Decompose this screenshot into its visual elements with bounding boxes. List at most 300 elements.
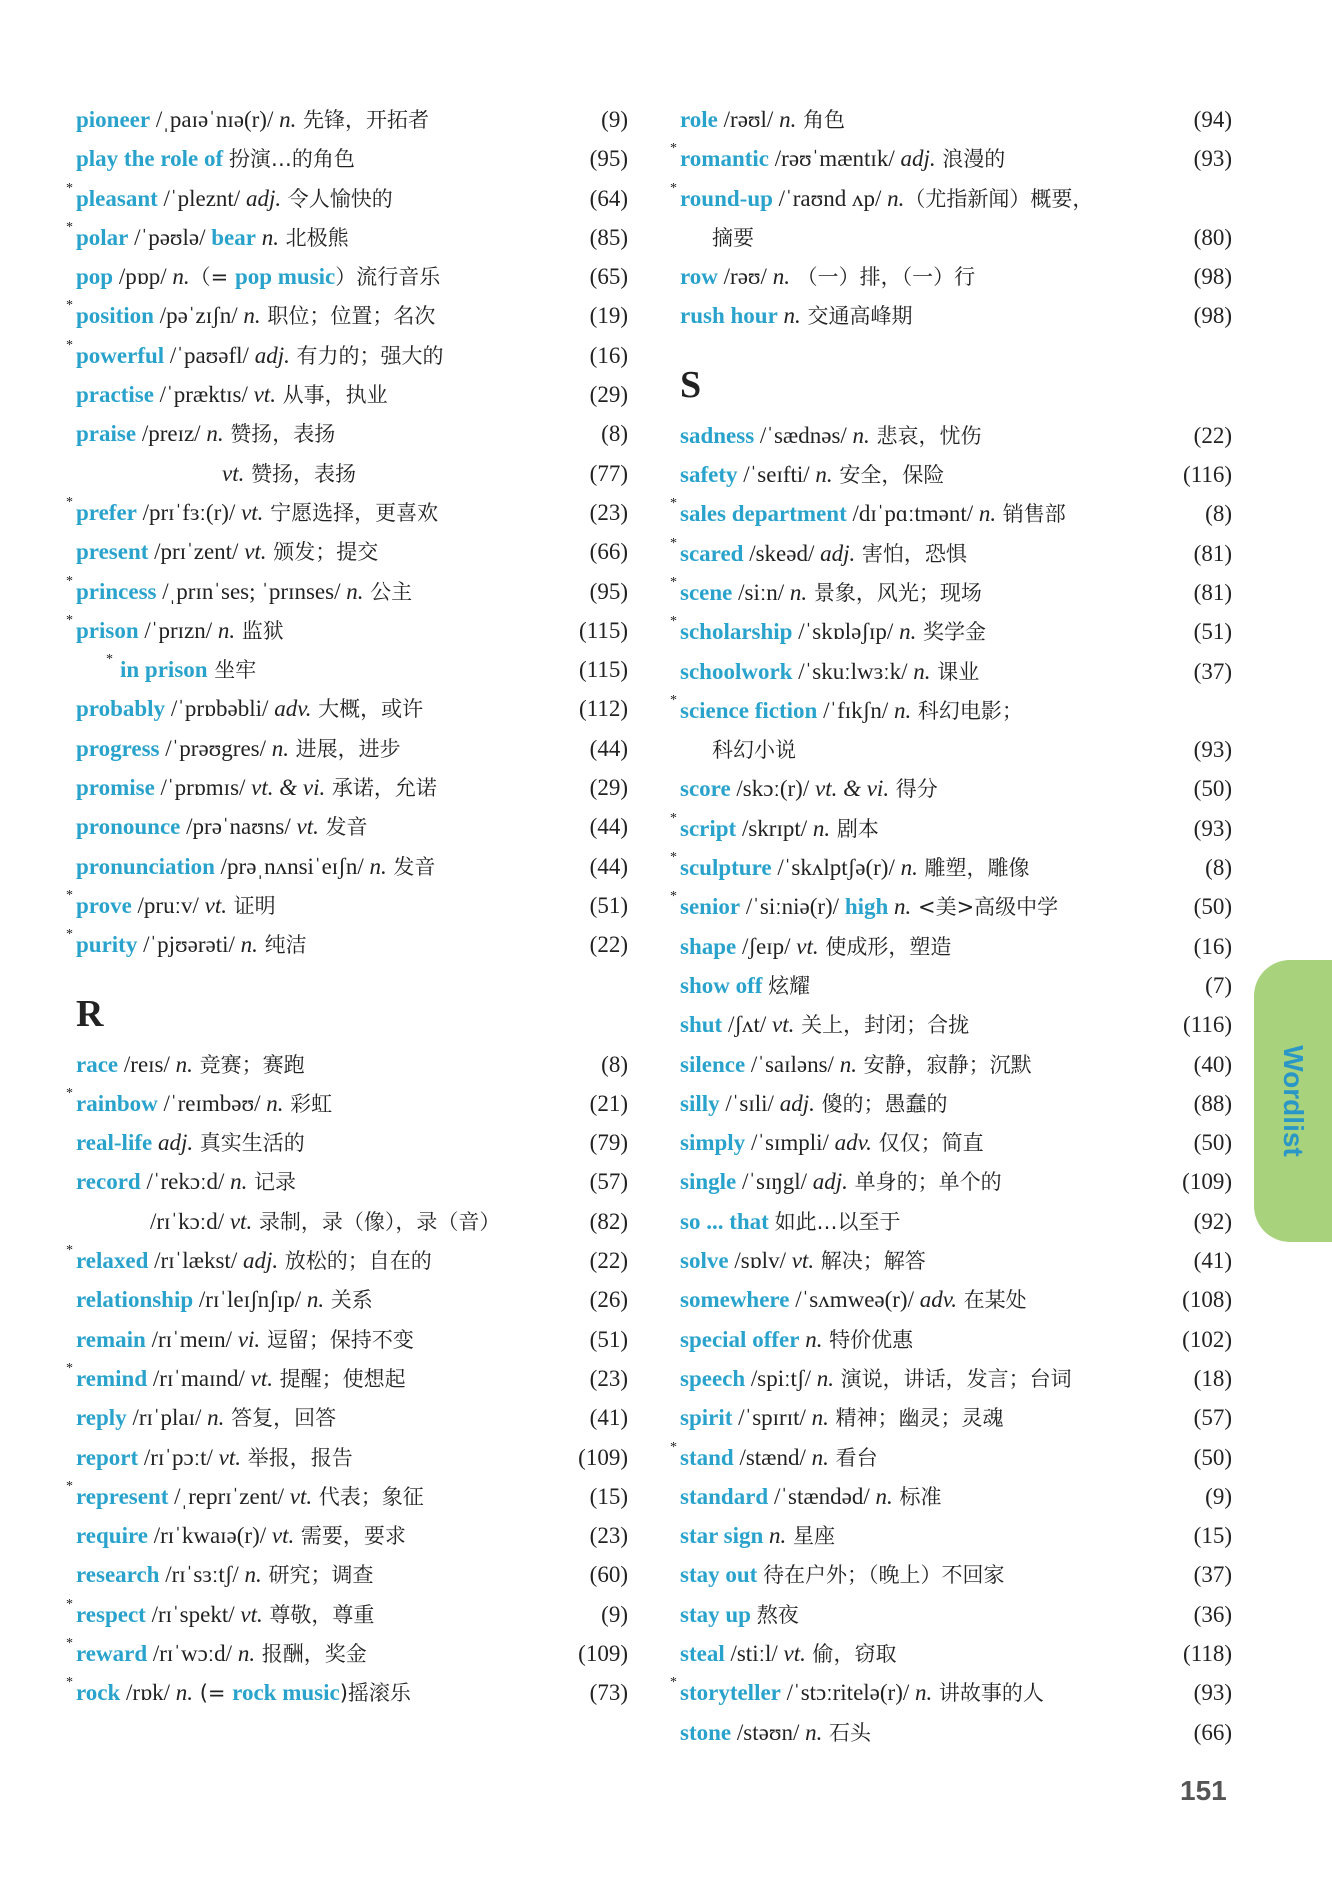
pronunciation: /sɒlv/	[728, 1248, 792, 1274]
chinese-definition: 安静，寂静；沉默	[856, 1052, 1032, 1077]
wordlist-entry	[76, 733, 628, 772]
entry-text	[76, 890, 558, 920]
unit-page-ref: (98)	[1193, 264, 1232, 290]
part-of-speech: n.	[175, 1680, 194, 1706]
chinese-definition: 监狱	[235, 618, 284, 643]
core-word-star: *	[66, 612, 73, 628]
headword: reply	[76, 1405, 127, 1431]
part-of-speech: n.	[893, 697, 912, 723]
part-of-speech: adj.	[820, 540, 856, 566]
headword: row	[680, 264, 718, 290]
wordlist-entry	[670, 850, 1232, 891]
entry-continuation	[680, 222, 1232, 261]
headword: position	[76, 303, 154, 329]
wordlist-entry	[680, 1206, 1232, 1245]
entry-text	[680, 300, 1162, 330]
part-of-speech: n.	[789, 579, 808, 605]
chinese-definition: 熬夜	[756, 1602, 799, 1627]
wordlist-entry	[76, 851, 628, 890]
pronunciation: /prəˌnʌnsiˈeɪʃn/	[214, 853, 370, 879]
part-of-speech: n.	[230, 1169, 248, 1195]
wordlist-entry	[76, 536, 628, 575]
chinese-definition: 先锋，开拓者	[296, 108, 430, 132]
entry-text	[680, 1245, 1162, 1275]
headword-extra: high	[844, 894, 889, 920]
headword: silly	[680, 1090, 720, 1116]
chinese-definition: 讲故事的人	[932, 1681, 1044, 1706]
part-of-speech: vt.	[244, 539, 267, 565]
headword: prison	[76, 617, 139, 643]
pronunciation: /ˌpaɪəˈnɪə(r)/	[150, 107, 280, 132]
core-word-star: *	[66, 887, 73, 903]
headword-extra: pop music	[234, 264, 336, 290]
entry-text	[76, 576, 558, 606]
part-of-speech: n.	[978, 501, 997, 527]
chinese-definition: <美>高级中学	[911, 895, 1059, 920]
headword: respect	[76, 1601, 146, 1627]
chinese-definition: 特价优惠	[822, 1327, 914, 1352]
pronunciation: /prɪˈzent/	[148, 539, 245, 565]
chinese-definition: 举报，报告	[241, 1445, 353, 1470]
wordlist-entry	[66, 573, 628, 615]
entry-text	[680, 813, 1162, 843]
wordlist-entry	[66, 337, 628, 379]
wordlist-entry	[76, 1520, 628, 1559]
pronunciation: /ˈraʊnd ʌp/	[772, 185, 888, 211]
wordlist-entry	[76, 418, 628, 457]
pronunciation: /prɪˈfɜː(r)/	[136, 499, 242, 525]
pronunciation: /ˈskuːlwɜːk/	[792, 658, 914, 684]
wordlist-entry	[76, 379, 628, 418]
entry-text	[76, 497, 558, 527]
pronunciation: /stiːl/	[724, 1640, 784, 1666]
part-of-speech: n.	[887, 185, 905, 211]
headword: reward	[76, 1640, 148, 1666]
wordlist-entry	[76, 1166, 628, 1205]
entry-text	[680, 1717, 1162, 1747]
part-of-speech: n.	[255, 224, 279, 250]
part-of-speech: n.	[206, 421, 224, 447]
headword: in prison	[120, 657, 208, 683]
chinese-definition: 扮演…的角色	[228, 147, 355, 172]
wordlist-entry	[680, 420, 1232, 459]
headword: record	[76, 1169, 141, 1195]
wordlist-entry	[670, 535, 1232, 577]
unit-page-ref: (50)	[1193, 1444, 1232, 1470]
unit-page-ref: (94)	[1193, 107, 1232, 132]
unit-page-ref: (66)	[1193, 1719, 1232, 1745]
unit-page-ref: (9)	[1205, 1483, 1232, 1509]
core-word-star: *	[66, 298, 73, 314]
pronunciation: /ˈsɪmpli/	[745, 1130, 835, 1156]
chinese-definition: 课业	[930, 659, 980, 684]
wordlist-side-tab[interactable]	[1254, 960, 1332, 1242]
headword: probably	[76, 696, 166, 722]
wordlist-entry	[680, 656, 1232, 695]
chinese-definition: 竞赛；赛跑	[192, 1052, 305, 1077]
core-word-star: *	[66, 1085, 73, 1101]
wordlist-entry	[76, 811, 628, 850]
headword: speech	[680, 1365, 746, 1391]
core-word-star: *	[66, 573, 73, 589]
unit-page-ref: (8)	[1205, 501, 1232, 527]
chinese-definition: 交通高峰期	[800, 304, 913, 329]
entry-text	[680, 498, 1162, 528]
unit-page-ref: (93)	[1193, 815, 1232, 841]
unit-page-ref: (40)	[1193, 1051, 1232, 1077]
headword: remind	[76, 1365, 148, 1391]
wordlist-entry	[670, 614, 1232, 655]
part-of-speech: n.	[266, 1090, 284, 1116]
chinese-definition: 公主	[363, 579, 413, 604]
wordlist-entry	[680, 1245, 1232, 1284]
chinese-definition: 得分	[889, 777, 938, 802]
part-of-speech: n.	[805, 1326, 823, 1352]
entry-text	[680, 1127, 1162, 1157]
chinese-definition: 偷，窃取	[805, 1641, 897, 1666]
headword: real-life	[76, 1130, 153, 1156]
chinese-definition: （尤指新闻）概要，	[904, 186, 1094, 211]
pronunciation: /ˈstændəd/	[768, 1483, 876, 1509]
chinese-definition: 尊敬，尊重	[262, 1602, 375, 1627]
part-of-speech: adj.	[254, 342, 290, 368]
part-of-speech: n.	[279, 107, 297, 132]
unit-page-ref: (109)	[1182, 1169, 1232, 1195]
entry-text	[76, 1559, 558, 1589]
headword: rush hour	[680, 303, 778, 329]
chinese-definition: 待在户外；（晚上）不回家	[763, 1563, 1005, 1588]
pronunciation: /ʃeɪp/	[736, 933, 797, 959]
unit-page-ref: (95)	[589, 578, 628, 604]
core-word-star: *	[66, 494, 73, 510]
unit-page-ref: (60)	[589, 1562, 628, 1588]
entry-text	[76, 1088, 558, 1118]
core-word-star: *	[66, 1478, 73, 1494]
core-word-star: *	[66, 1675, 73, 1691]
pronunciation: /ˈpleznt/	[157, 185, 246, 211]
pronunciation: /rɪˈmeɪn/	[145, 1326, 238, 1352]
headword: star sign	[680, 1523, 764, 1549]
chinese-definition: 发音	[386, 854, 436, 879]
core-word-star: *	[670, 180, 677, 196]
part-of-speech: n.	[306, 1287, 325, 1313]
headword: represent	[76, 1483, 169, 1509]
unit-page-ref: (41)	[1193, 1248, 1232, 1274]
entry-text	[76, 1284, 558, 1314]
wordlist-entry	[76, 104, 628, 143]
unit-page-ref: (37)	[1193, 658, 1232, 684]
headword: pronounce	[76, 814, 181, 840]
wordlist-entry	[680, 931, 1232, 970]
entry-text	[76, 1520, 558, 1550]
chinese-definition: 浪漫的	[935, 147, 1006, 172]
part-of-speech: vt.	[289, 1483, 313, 1509]
headword-extra: rock music	[232, 1680, 340, 1706]
entry-text	[680, 577, 1162, 607]
wordlist-entry	[670, 692, 1232, 734]
chinese-definition: 在某处	[957, 1288, 1027, 1313]
pronunciation: /ˈspɪrɪt/	[732, 1405, 812, 1431]
pronunciation: /ˈsædnəs/	[754, 422, 853, 448]
core-word-star: *	[670, 496, 677, 512]
entry-text	[680, 773, 1162, 803]
chinese-definition: 有力的；强大的	[289, 343, 444, 368]
entry-text	[76, 1599, 558, 1629]
core-word-star: *	[670, 141, 677, 157]
unit-page-ref: (29)	[589, 775, 628, 801]
unit-page-ref: (9)	[601, 1601, 628, 1627]
core-word-star: *	[670, 692, 677, 708]
unit-page-ref: (77)	[589, 460, 628, 486]
entry-text	[680, 1284, 1162, 1314]
pronunciation: /rɪˈkɔːd/	[150, 1208, 230, 1234]
wordlist-entry	[66, 1360, 628, 1402]
chinese-definition: 真实生活的	[193, 1131, 305, 1156]
unit-page-ref: (22)	[589, 1248, 628, 1274]
pronunciation: /stəʊn/	[731, 1719, 806, 1745]
unit-page-ref: (23)	[589, 1365, 628, 1391]
chinese-definition: 赞扬，表扬	[223, 422, 336, 447]
pronunciation: /preɪz/	[136, 421, 207, 447]
core-word-star: *	[670, 850, 677, 866]
part-of-speech: n.	[875, 1483, 893, 1509]
pronunciation: /skrɪpt/	[736, 815, 813, 841]
entry-text	[76, 811, 558, 841]
entry-text	[680, 1363, 1162, 1393]
chinese-definition: 摘要	[712, 225, 754, 250]
chinese-definition: 颁发；提交	[266, 540, 379, 565]
core-word-star: *	[66, 1243, 73, 1259]
unit-page-ref: (93)	[1193, 737, 1232, 763]
part-of-speech: adv.	[834, 1130, 872, 1156]
bracket-open: （=	[189, 265, 235, 290]
wordlist-entry	[670, 180, 1232, 222]
chinese-definition: 炫耀	[768, 973, 811, 998]
entry-text	[76, 1677, 558, 1707]
chinese-definition: 证明	[227, 893, 276, 918]
pronunciation: /ˌreprɪˈzent/	[168, 1483, 290, 1509]
chinese-definition: 大概，或许	[311, 697, 424, 722]
headword: storyteller	[680, 1680, 781, 1706]
entry-text	[680, 459, 1162, 489]
entry-text	[680, 1520, 1162, 1550]
part-of-speech: n.	[779, 107, 797, 132]
core-word-star: *	[106, 652, 113, 668]
chinese-definition: 逗留；保持不变	[260, 1327, 414, 1352]
chinese-definition: 赞扬，表扬	[244, 461, 357, 486]
part-of-speech: vt.	[240, 1601, 263, 1627]
headword: promise	[76, 775, 155, 801]
part-of-speech: n.	[811, 1444, 829, 1470]
unit-page-ref: (23)	[589, 499, 628, 525]
headword: play the role of	[76, 146, 224, 172]
entry-continuation	[76, 458, 628, 497]
headword: role	[680, 107, 718, 132]
wordlist-entry	[66, 1675, 628, 1716]
chinese-definition: 解决；解答	[814, 1249, 926, 1274]
entry-text	[76, 536, 558, 566]
unit-page-ref: (15)	[1193, 1523, 1232, 1549]
wordlist-entry	[76, 1442, 628, 1481]
headword: report	[76, 1444, 139, 1470]
wordlist-entry	[680, 1284, 1232, 1323]
unit-page-ref: (51)	[589, 1326, 628, 1352]
chinese-definition: 景象，风光；现场	[807, 580, 982, 605]
unit-page-ref: (93)	[1193, 1680, 1232, 1706]
entry-text	[680, 1324, 1162, 1354]
entry-text	[680, 891, 1162, 921]
part-of-speech: n.	[805, 1719, 823, 1745]
part-of-speech: vt.	[271, 1523, 295, 1549]
entry-text	[76, 1166, 558, 1196]
unit-page-ref: (95)	[589, 146, 628, 172]
entry-text	[222, 458, 558, 488]
headword: stay out	[680, 1562, 758, 1588]
part-of-speech: n.	[244, 1562, 262, 1588]
headword: scene	[680, 579, 733, 605]
pronunciation: /ʃʌt/	[722, 1012, 773, 1038]
part-of-speech: n.	[816, 1365, 834, 1391]
wordlist-entry	[670, 141, 1232, 182]
core-word-star: *	[66, 1596, 73, 1612]
pronunciation: /rɪˈsɜːtʃ/	[159, 1562, 245, 1588]
part-of-speech: n.	[815, 462, 833, 488]
chinese-definition: 悲哀，忧伤	[869, 423, 982, 448]
wordlist-entry	[66, 927, 628, 968]
pronunciation: /ˈprəʊgres/	[159, 735, 272, 761]
entry-text	[680, 931, 1162, 961]
entry-text	[712, 222, 1162, 252]
wordlist-entry	[680, 300, 1232, 339]
wordlist-entry	[76, 693, 628, 732]
chinese-definition: 从事，执业	[275, 383, 388, 408]
part-of-speech: vt.	[229, 1208, 253, 1234]
headword: race	[76, 1051, 119, 1077]
pronunciation: /ˈprɒmɪs/	[154, 775, 252, 801]
chinese-definition: )摇滚乐	[339, 1681, 411, 1706]
pronunciation: /ˈpəʊlə/	[128, 224, 212, 250]
headword: present	[76, 539, 149, 565]
pronunciation: /rɪˈleɪʃnʃɪp/	[193, 1287, 307, 1313]
chinese-definition: 精神；幽灵；灵魂	[828, 1406, 1004, 1431]
right-column	[670, 104, 1232, 1756]
chinese-definition: 答复，回答	[224, 1406, 337, 1431]
entry-text	[76, 1363, 558, 1393]
unit-page-ref: (7)	[1205, 972, 1232, 998]
part-of-speech: n.	[240, 932, 258, 958]
unit-page-ref: (8)	[1205, 855, 1232, 881]
unit-page-ref: (51)	[589, 892, 628, 918]
part-of-speech: n.	[812, 815, 831, 841]
pronunciation: /ˈstɔːritelə(r)/	[780, 1680, 915, 1706]
core-word-star: *	[670, 810, 677, 826]
chinese-definition: 坐牢	[207, 658, 257, 683]
part-of-speech: adj.	[242, 1248, 279, 1274]
entry-text	[680, 1206, 1162, 1236]
core-word-star: *	[66, 180, 73, 196]
entry-text	[76, 340, 558, 370]
unit-page-ref: (112)	[579, 696, 628, 722]
pronunciation: /rɪˈspekt/	[145, 1601, 241, 1627]
pronunciation: /rɪˈlækst/	[148, 1248, 243, 1274]
entry-text	[680, 420, 1162, 450]
part-of-speech: adj.	[812, 1169, 848, 1195]
unit-page-ref: (50)	[1193, 776, 1232, 802]
chinese-definition: 销售部	[996, 502, 1066, 527]
chinese-definition: 承诺，允诺	[325, 776, 437, 801]
wordlist-entry	[66, 1085, 628, 1127]
chinese-definition: 提醒；使想起	[272, 1366, 406, 1391]
headword: script	[680, 815, 737, 841]
entry-text	[76, 183, 558, 213]
entry-text	[76, 143, 558, 173]
headword: pleasant	[76, 185, 158, 211]
chinese-definition: 宁愿选择，更喜欢	[263, 500, 439, 525]
entry-text	[680, 1166, 1162, 1196]
pronunciation: /siːn/	[732, 579, 790, 605]
wordlist-entry	[680, 104, 1232, 143]
pronunciation: /ˈsiːniə(r)/	[740, 894, 845, 920]
entry-text	[680, 1638, 1162, 1668]
part-of-speech: vt.	[218, 1444, 242, 1470]
section-letter: S	[680, 363, 702, 406]
pronunciation: /ˈsʌmweə(r)/	[789, 1287, 920, 1313]
core-word-star: *	[66, 219, 73, 235]
unit-page-ref: (92)	[1193, 1208, 1232, 1234]
entry-text	[680, 1559, 1162, 1589]
chinese-definition: 害怕，恐惧	[855, 541, 967, 566]
pronunciation: /rɪˈpɔːt/	[138, 1444, 219, 1470]
part-of-speech: n.	[217, 617, 236, 643]
chinese-definition: 记录	[247, 1170, 297, 1195]
pronunciation: /prəˈnaʊns/	[180, 814, 297, 840]
pronunciation: /ˈskʌlptʃə(r)/	[771, 855, 901, 881]
chinese-definition: 需要，要求	[294, 1524, 406, 1549]
headword: sculpture	[680, 855, 772, 881]
pronunciation: /skeəd/	[743, 540, 821, 566]
unit-page-ref: (22)	[1193, 422, 1232, 448]
unit-page-ref: (29)	[589, 382, 628, 408]
unit-page-ref: (98)	[1193, 303, 1232, 329]
headword: score	[680, 776, 731, 802]
entry-text	[680, 1677, 1162, 1707]
chinese-definition: 星座	[786, 1524, 835, 1549]
unit-page-ref: (8)	[601, 421, 628, 447]
part-of-speech: vt.	[796, 933, 819, 959]
entry-text	[680, 261, 1162, 291]
headword: princess	[76, 578, 157, 604]
headword: purity	[76, 932, 138, 958]
unit-page-ref: (118)	[1183, 1640, 1232, 1666]
pronunciation: /rəʊ/	[717, 264, 773, 290]
wordlist-entry	[680, 459, 1232, 498]
wordlist-entry	[76, 1324, 628, 1363]
entry-text	[680, 695, 1162, 725]
chinese-definition: 放松的；自在的	[278, 1249, 432, 1274]
wordlist-entry	[680, 1127, 1232, 1166]
pronunciation: /ˈsɪŋgl/	[736, 1169, 813, 1195]
pronunciation: /rɪˈwɔːd/	[147, 1640, 238, 1666]
pronunciation: /ˈpaʊəfl/	[164, 342, 255, 368]
entry-text	[680, 1481, 1162, 1511]
part-of-speech: n.	[915, 1680, 933, 1706]
chinese-definition: 发音	[318, 815, 368, 840]
entry-text	[680, 616, 1162, 646]
wordlist-entry	[66, 1478, 628, 1520]
part-of-speech: n.	[772, 264, 790, 290]
headword: sales department	[680, 501, 847, 527]
wordlist-entry	[670, 1439, 1232, 1481]
